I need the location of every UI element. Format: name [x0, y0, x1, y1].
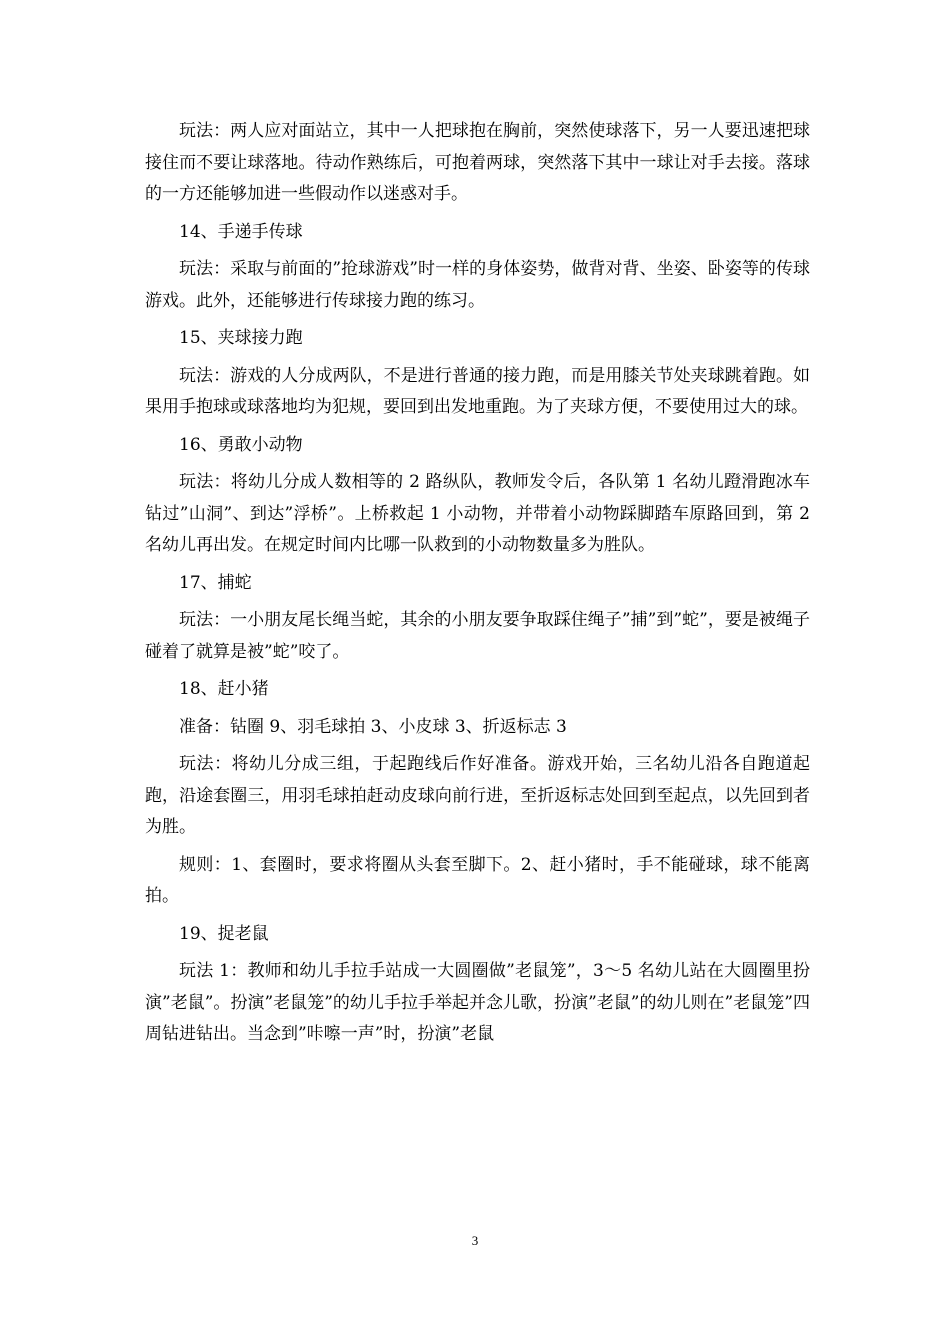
paragraph: 玩法：两人应对面站立，其中一人把球抱在胸前，突然使球落下，另一人要迅速把球接住而不要让球落地。待动作熟练后，可抱着两球，突然落下其中一球让对手去接。落球的一方还能够加进一些假动作以迷惑对手。 — [145, 121, 810, 204]
paragraph: 玩法：将幼儿分成三组，于起跑线后作好准备。游戏开始，三名幼儿沿各自跑道起跑，沿途套圈三，用羽毛球拍赶动皮球向前行进，至折返标志处回到至起点，以先回到者为胜。 — [145, 754, 810, 837]
paragraph: 规则：1、套圈时，要求将圈从头套至脚下。2、赶小猪时，手不能碰球，球不能离拍。 — [145, 854, 810, 906]
document-body — [145, 116, 816, 1057]
paragraph: 玩法：将幼儿分成人数相等的 2 路纵队，教师发令后，各队第 1 名幼儿蹬滑跑冰车钻过”山洞”、到达”浮桥”。上桥救起 1 小动物，并带着小动物踩脚踏车原路回到，第 2 名幼儿再出发。在规定时间内比哪一队救到的小动物数量多为胜队。 — [145, 472, 816, 555]
section-heading: 15、夹球接力跑 — [179, 328, 303, 348]
paragraph: 玩法 1：教师和幼儿手拉手站成一大圆圈做”老鼠笼”，3～5 名幼儿站在大圆圈里扮演”老鼠”。扮演”老鼠笼”的幼儿手拉手举起并念儿歌，扮演”老鼠”的幼儿则在”老鼠笼”四周钻进钻出。当念到”咔嚓一声”时，扮演”老鼠 — [145, 961, 810, 1044]
section-heading: 16、勇敢小动物 — [179, 434, 303, 455]
section-heading: 18、赶小猪 — [179, 679, 269, 699]
paragraph: 玩法：采取与前面的”抢球游戏”时一样的身体姿势，做背对背、坐姿、卧姿等的传球游戏。此外，还能够进行传球接力跑的练习。 — [145, 259, 810, 311]
section-heading: 14、手递手传球 — [179, 221, 303, 242]
section-heading: 17、捕蛇 — [179, 572, 252, 593]
section-heading: 19、捉老鼠 — [179, 923, 269, 944]
page-number: 3 — [471, 1233, 479, 1248]
paragraph: 准备：钻圈 9、羽毛球拍 3、小皮球 3、折返标志 3 — [179, 716, 567, 737]
paragraph: 玩法：一小朋友尾长绳当蛇，其余的小朋友要争取踩住绳子”捕”到”蛇”，要是被绳子碰着了就算是被”蛇”咬了。 — [145, 610, 810, 662]
paragraph: 玩法：游戏的人分成两队，不是进行普通的接力跑，而是用膝关节处夹球跳着跑。如果用手抱球或球落地均为犯规，要回到出发地重跑。为了夹球方便，不要使用过大的球。 — [145, 365, 810, 417]
